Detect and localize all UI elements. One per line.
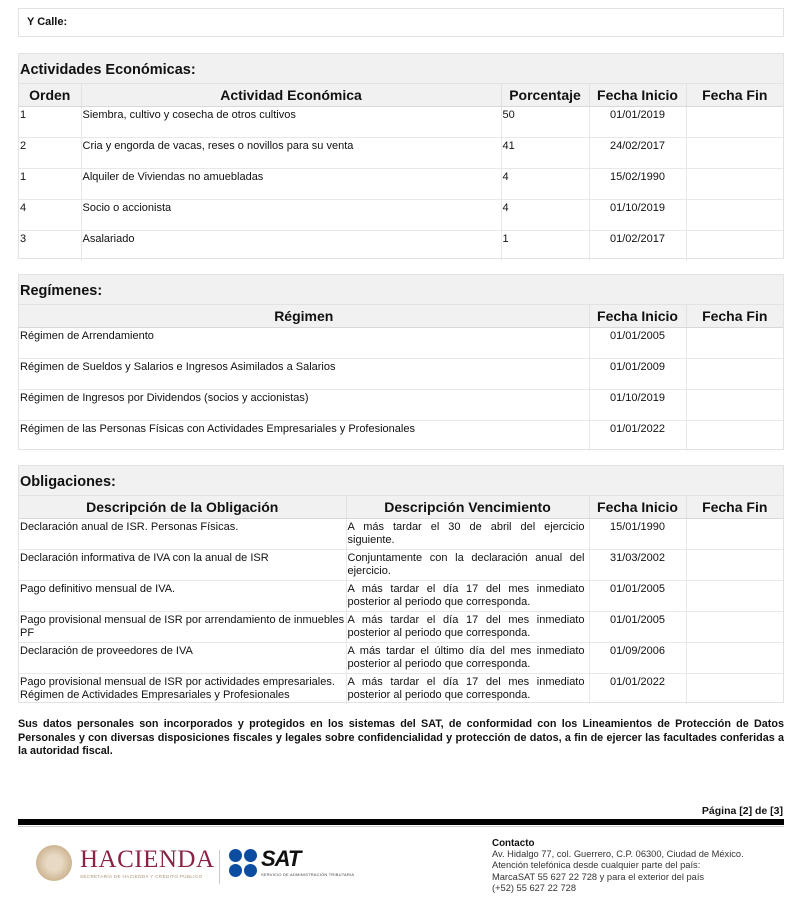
table-row (19, 674, 783, 705)
fecha-inicio-cell: 31/03/2002 (589, 550, 686, 581)
page-indicator: Página [2] de [3] (701, 805, 783, 817)
fecha-fin-cell (686, 169, 783, 200)
porcentaje-cell: 41 (501, 138, 589, 169)
mexico-seal-icon (36, 845, 72, 881)
table-row (19, 328, 783, 359)
actividades-title: Actividades Económicas: (19, 54, 783, 84)
sat-dots-icon (229, 849, 257, 877)
table-row (19, 550, 783, 581)
sat-name: SAT (261, 846, 301, 871)
fecha-fin-cell (686, 359, 783, 390)
actividad-cell: Asalariado (81, 231, 501, 262)
regimenes-title: Regímenes: (19, 275, 783, 305)
table-row (19, 231, 783, 262)
fecha-fin-cell (686, 550, 783, 581)
col-regimen: Régimen (19, 305, 589, 328)
actividad-cell: Cria y engorda de vacas, reses o novillos para su venta (81, 138, 501, 169)
table-row (19, 421, 783, 452)
vencimiento-cell: Conjuntamente con la declaración anual del ejercicio. (346, 550, 589, 581)
fecha-fin-cell (686, 519, 783, 550)
col-fecha-inicio: Fecha Inicio (589, 305, 686, 328)
fecha-inicio-cell: 01/02/2017 (589, 231, 686, 262)
table-row (19, 643, 783, 674)
contact-title: Contacto (492, 838, 535, 849)
regimen-cell: Régimen de Ingresos por Dividendos (socios y accionistas) (19, 390, 589, 421)
col-fecha-fin: Fecha Fin (686, 305, 783, 328)
col-vencimiento: Descripción Vencimiento (346, 496, 589, 519)
fecha-inicio-cell: 01/01/2005 (589, 612, 686, 643)
orden-cell: 4 (19, 200, 81, 231)
fecha-inicio-cell: 15/02/1990 (589, 169, 686, 200)
fecha-fin-cell (686, 138, 783, 169)
fecha-fin-cell (686, 421, 783, 452)
fecha-fin-cell (686, 581, 783, 612)
descripcion-cell: Pago definitivo mensual de IVA. (19, 581, 346, 612)
contact-phone-intro: Atención telefónica desde cualquier parte del país: (492, 860, 701, 871)
fecha-fin-cell (686, 328, 783, 359)
fecha-fin-cell (686, 643, 783, 674)
table-row (19, 200, 783, 231)
descripcion-cell: Declaración informativa de IVA con la anual de ISR (19, 550, 346, 581)
col-fecha-inicio: Fecha Inicio (589, 496, 686, 519)
fecha-fin-cell (686, 674, 783, 705)
vencimiento-cell: A más tardar el día 17 del mes inmediato posterior al periodo que corresponda. (346, 612, 589, 643)
actividades-table (19, 84, 783, 261)
col-actividad: Actividad Económica (81, 84, 501, 107)
actividad-cell: Alquiler de Viviendas no amuebladas (81, 169, 501, 200)
fecha-fin-cell (686, 390, 783, 421)
obligaciones-section (18, 465, 784, 703)
actividad-cell: Siembra, cultivo y cosecha de otros cultivos (81, 107, 501, 138)
calle-label: Y Calle: (27, 16, 68, 28)
contact-block (492, 838, 744, 894)
descripcion-cell: Declaración anual de ISR. Personas Físicas. (20, 521, 239, 533)
fecha-inicio-cell: 01/09/2006 (589, 643, 686, 674)
fecha-inicio-cell: 24/02/2017 (589, 138, 686, 169)
table-row (19, 519, 783, 550)
contact-phone-national: MarcaSAT 55 627 22 728 y para el exterior del país (492, 871, 705, 882)
fecha-fin-cell (686, 107, 783, 138)
descripcion-cell: Pago provisional mensual de ISR por actividades empresariales. Régimen de Actividades Empresariales y Profesionales (19, 674, 346, 705)
col-porcentaje: Porcentaje (501, 84, 589, 107)
fecha-fin-cell (686, 200, 783, 231)
hacienda-name: HACIENDA (80, 845, 215, 873)
descripcion-cell: Pago provisional mensual de ISR por arrendamiento de inmuebles PF (19, 612, 346, 643)
sat-logo (229, 846, 355, 877)
table-row (19, 390, 783, 421)
fecha-inicio-cell: 15/01/1990 (589, 519, 686, 550)
hacienda-subtitle: SECRETARÍA DE HACIENDA Y CRÉDITO PÚBLICO (80, 873, 203, 879)
descripcion-cell: Declaración de proveedores de IVA (19, 643, 346, 674)
table-row (19, 138, 783, 169)
table-row (19, 612, 783, 643)
logo-divider (219, 850, 220, 884)
vencimiento-cell: A más tardar el último día del mes inmediato posterior al periodo que corresponda. (346, 643, 589, 674)
privacy-notice: Sus datos personales son incorporados y protegidos en los sistemas del SAT, de conformidad con los Lineamientos de Protección de Datos Personales y con diversas disposiciones fiscales y legales sobre confidencialidad y protección de datos, a fin de ejercer las facultades conferidas a la autoridad fiscal. (18, 718, 784, 757)
regimen-cell: Régimen de Arrendamiento (20, 330, 154, 342)
fecha-inicio-cell: 01/10/2019 (589, 200, 686, 231)
actividades-section (18, 53, 784, 259)
hacienda-logo (36, 845, 215, 881)
regimen-cell: Régimen de Sueldos y Salarios e Ingresos Asimilados a Salarios (19, 359, 589, 390)
obligaciones-title: Obligaciones: (19, 466, 783, 496)
vencimiento-cell: A más tardar el día 17 del mes inmediato posterior al periodo que corresponda. (346, 581, 589, 612)
table-row (19, 169, 783, 200)
regimenes-table (19, 305, 783, 451)
fecha-inicio-cell: 01/01/2022 (589, 421, 686, 452)
table-row (19, 359, 783, 390)
contact-address: Av. Hidalgo 77, col. Guerrero, C.P. 06300, Ciudad de México. (492, 849, 744, 860)
porcentaje-cell: 1 (501, 231, 589, 262)
fecha-fin-cell (686, 612, 783, 643)
contact-phone-international: (+52) 55 627 22 728 (492, 882, 576, 893)
orden-cell: 2 (19, 138, 81, 169)
fecha-fin-cell (686, 231, 783, 262)
table-row (19, 581, 783, 612)
calle-box (18, 8, 784, 37)
col-fecha-fin: Fecha Fin (686, 496, 783, 519)
table-row (19, 107, 783, 138)
fecha-inicio-cell: 01/01/2019 (589, 107, 686, 138)
orden-cell: 1 (19, 169, 81, 200)
regimen-cell: Régimen de las Personas Físicas con Actividades Empresariales y Profesionales (19, 421, 589, 452)
fecha-inicio-cell: 01/01/2005 (589, 581, 686, 612)
fecha-inicio-cell: 01/10/2019 (589, 390, 686, 421)
col-orden: Orden (19, 84, 81, 107)
obligaciones-table (19, 496, 783, 704)
orden-cell: 1 (20, 109, 27, 121)
vencimiento-cell: A más tardar el 30 de abril del ejercicio siguiente. (346, 519, 589, 550)
footer-divider-bar (18, 819, 784, 825)
fecha-inicio-cell: 01/01/2022 (589, 674, 686, 705)
orden-cell: 3 (19, 231, 81, 262)
actividad-cell: Socio o accionista (81, 200, 501, 231)
porcentaje-cell: 4 (501, 200, 589, 231)
col-fecha-fin: Fecha Fin (686, 84, 783, 107)
vencimiento-cell: A más tardar el día 17 del mes inmediato posterior al periodo que corresponda. (346, 674, 589, 705)
col-descripcion: Descripción de la Obligación (19, 496, 346, 519)
porcentaje-cell: 4 (501, 169, 589, 200)
col-fecha-inicio: Fecha Inicio (589, 84, 686, 107)
sat-subtitle: SERVICIO DE ADMINISTRACIÓN TRIBUTARIA (261, 872, 355, 877)
regimenes-section (18, 274, 784, 450)
fecha-inicio-cell: 01/01/2009 (589, 359, 686, 390)
fecha-inicio-cell: 01/01/2005 (589, 328, 686, 359)
porcentaje-cell: 50 (501, 107, 589, 138)
footer-thin-line (18, 826, 784, 827)
